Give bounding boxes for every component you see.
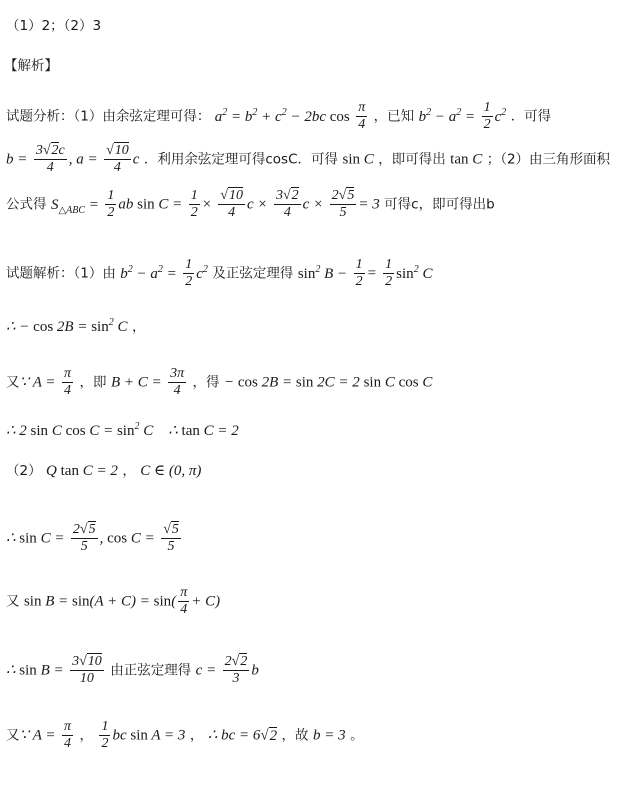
solution-line-2: ∴ − $\cos 2B = \sin^2 C$ ， [6, 317, 146, 335]
analysis-label: 试题分析：（1）由余弦定理可得： [6, 108, 211, 125]
analysis-line-3: 公式得 $S_{\triangle ABC}$ = $\frac{1}{2}$ ab sin C = $\frac{1}{2}$ × $\frac{√10}{4}$ c × $\frac{3√2}{4}$ c × $\frac{2√5}{5}$ = 3 可得c，即可得出b [6, 188, 495, 221]
solution-line-4: ∴ 2 sin C $\cos C = \sin^2 C$ ∴ tan C = 2 [6, 421, 239, 439]
solution-line-3: 又∵ A = $\frac{\pi}{4}$ ，即 B + C = $\frac{3\pi}{4}$ ，得 − cos 2B = sin 2C = 2 sin C cos C [6, 366, 433, 399]
b-value-fraction: $\frac{3√2c}{4}$ [35, 143, 65, 176]
pi-over-4-fraction: $\frac{\pi}{4}$ [358, 100, 366, 133]
answer-line: （1）2；（2）3 [6, 18, 102, 34]
analysis-line-2: b = $\frac{3√2c}{4}$ , a = $\frac{√10}{4}$ c ．利用余弦定理可得cosC．可得 sin C ，即可得出 tan C ；（2）由三角形面积 [6, 143, 611, 176]
area-symbol: $S_{\triangle ABC}$ = [50, 196, 99, 216]
given-condition: $b^2 - a^2$ = [418, 106, 476, 125]
solution-line-7: 又 sin B = sin(A + C) = sin( $\frac{\pi}{4}$ + C) [6, 585, 221, 618]
solution-line-6: ∴ sin C = $\frac{2√5}{5}$ , cos C = $\frac{√5}{5}$ [6, 522, 179, 555]
one-half-fraction: $\frac{1}{2}$ [483, 100, 491, 133]
analysis-line-1: 试题分析：（1）由余弦定理可得： $a^2 = b^2 + c^2 - 2bc$ cos $\frac{\pi}{4}$ ，已知 $b^2 - a^2$ = $\frac{1}{2}$ $c^2$ ．可得 [6, 100, 552, 133]
law-of-cosines-formula: $a^2 = b^2 + c^2 - 2bc$ cos [214, 106, 350, 125]
solution-line-1: 试题解析：（1）由 $b^2 - a^2$ = $\frac{1}{2}$ $c^2$ 及正弦定理得 $\sin^2 B$ − $\frac{1}{2}$ = $\frac{1}{2}$ $\sin^2 C$ [6, 257, 433, 290]
solution-line-8: ∴ sin B = $\frac{3√10}{10}$ 由正弦定理得 c = $\frac{2√2}{3}$ b [6, 654, 259, 687]
section-heading-jiexi: 【解析】 [4, 58, 58, 74]
a-value-fraction: $\frac{√10}{4}$ [106, 143, 129, 176]
solution-line-9: 又∵ A = $\frac{\pi}{4}$ ， $\frac{1}{2}$ bc sin A = 3 ， ∴ bc = 6√2 ，故 b = 3 。 [6, 719, 364, 752]
solution-label: 试题解析：（1）由 [6, 265, 116, 282]
solution-line-5: （2） Q tan C = 2 ， C ∈ (0, π) [6, 463, 202, 479]
